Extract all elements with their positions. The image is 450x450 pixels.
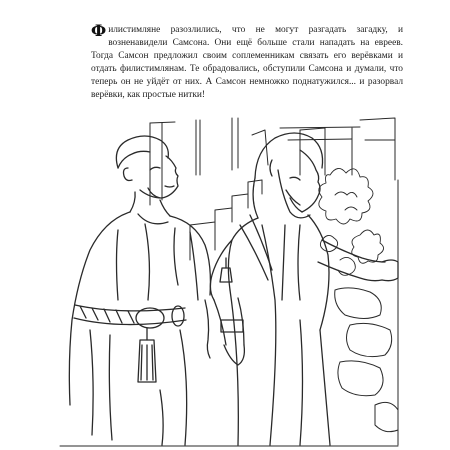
right-man-figure — [210, 133, 398, 445]
drop-cap-letter: Ф — [91, 21, 107, 40]
left-man-figure — [69, 136, 210, 445]
story-paragraph-text: илистимляне разозлились, что не могут разгадать загадку, и возненавидели Самсона. Они ещё больше стали нападать на евреев. Тогда Самсон предложил своим соплеменникам связать его верёвками и отдать филистимлянам. Те обрадовались, обступили Самсона и думали, что теперь он не уйдёт от них. А Самсон немножко поднатужился... и разорвал верёвки, как простые нитки! — [91, 25, 403, 100]
